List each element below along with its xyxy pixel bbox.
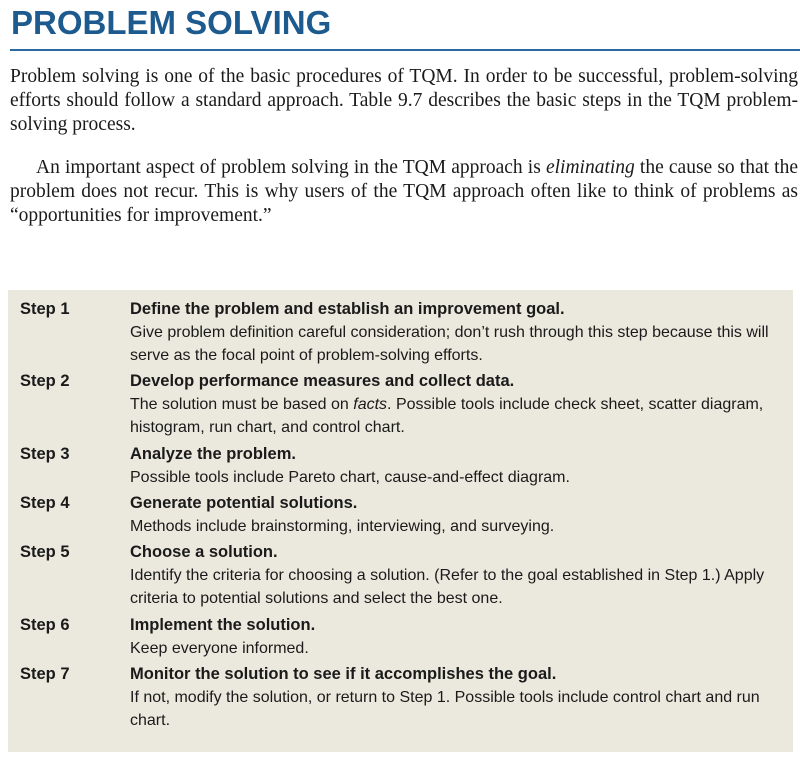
step-label: Step 2: [20, 372, 70, 390]
step-label: Step 5: [20, 543, 70, 561]
step-description: Keep everyone informed.: [130, 640, 309, 657]
paragraph-emphasis: eliminating: [545, 157, 635, 178]
intro-paragraph: Problem solving is one of the basic procedures of TQM. In order to be successful, problem-solving efforts should follow a standard approach. Table 9.7 describes the basic steps in the TQM problem-solving process.: [10, 66, 798, 135]
step-title: Develop performance measures and collect data.: [130, 372, 515, 390]
title-divider: [10, 49, 800, 51]
step-description: Methods include brainstorming, interviewing, and surveying.: [130, 518, 555, 535]
paragraph-text: An important aspect of problem solving in the TQM approach is: [36, 157, 546, 178]
step-description: If not, modify the solution, or return to Step 1. Possible tools include control chart and run chart.: [130, 689, 760, 729]
step-title: Monitor the solution to see if it accomplishes the goal.: [130, 665, 557, 683]
step-label: Step 4: [20, 494, 70, 512]
step-title: Choose a solution.: [130, 543, 278, 561]
step-description: [130, 393, 780, 439]
steps-table: [8, 290, 793, 752]
step-title: Analyze the problem.: [130, 445, 296, 463]
step-label: Step 1: [20, 300, 70, 318]
step-title: Define the problem and establish an improvement goal.: [130, 300, 565, 318]
step-label: Step 7: [20, 665, 70, 683]
step-label: Step 3: [20, 445, 70, 463]
step-description: Give problem definition careful consideration; don’t rush through this step because this will serve as the focal point of problem-solving efforts.: [130, 324, 769, 364]
step-description: Identify the criteria for choosing a solution. (Refer to the goal established in Step 1.) Apply criteria to potential solutions and select the best one.: [130, 567, 765, 607]
paragraph-text: the cause so that the problem does not recur. This is why users of the TQM approach often like to think of problems as “opportunities for improvement.”: [10, 157, 799, 226]
step-text: . Possible tools include check sheet, scatter diagram, histogram, run chart, and control chart.: [130, 396, 764, 436]
elimination-paragraph: [10, 156, 798, 228]
step-text: The solution must be based on: [130, 396, 354, 413]
step-description: Possible tools include Pareto chart, cause-and-effect diagram.: [130, 469, 570, 486]
page-title: PROBLEM SOLVING: [11, 4, 332, 41]
step-label: Step 6: [20, 616, 70, 634]
step-title: Implement the solution.: [130, 616, 316, 634]
step-title: Generate potential solutions.: [130, 494, 358, 512]
step-emphasis: facts: [353, 396, 388, 413]
